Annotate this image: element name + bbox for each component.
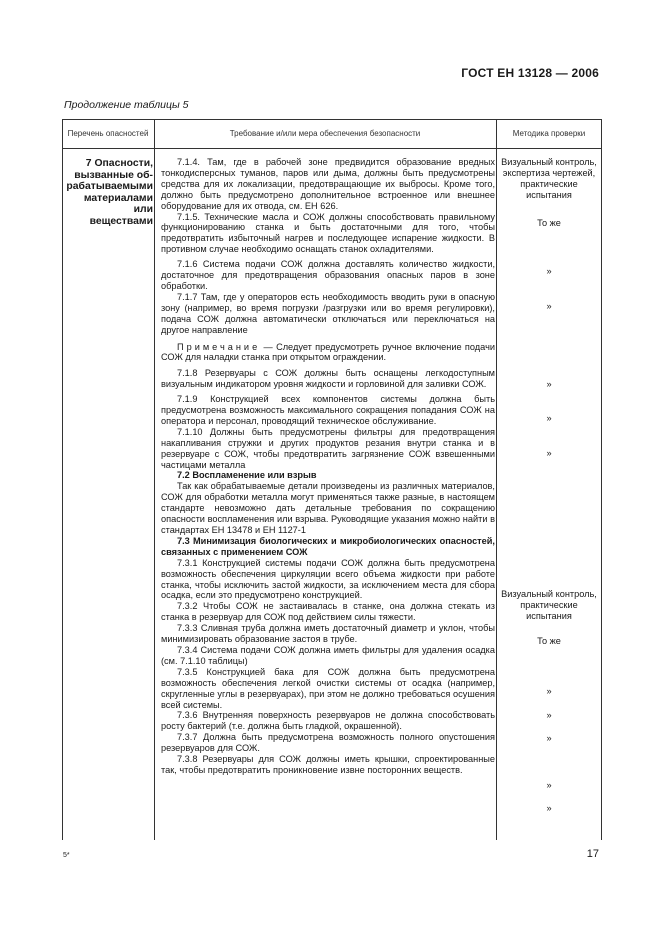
header-requirement: Требование и/или мера обеспечения безопасности bbox=[229, 129, 421, 138]
req-7-3-2: 7.3.2 Чтобы СОЖ не застаивалась в станке, она должна стекать из станка в резервуар для СОЖ под действием силы тяжести. bbox=[161, 601, 495, 623]
page-number: 17 bbox=[586, 848, 599, 860]
req-7-1-9: 7.1.9 Конструкцией всех компонентов системы должна быть предусмотрена возможность максимального сокращения попадания СОЖ на оператора и персонал, проводящий техническое обслуживание. bbox=[161, 394, 495, 426]
verification-ditto: » bbox=[546, 301, 552, 311]
req-7-1-5: 7.1.5. Технические масла и СОЖ должны способствовать правильному функционированию станка и быть достаточными для того, чтобы предотвратить избыточный нагрев и последующее испарение жидкости. В противном случае необходимо оснащать станок охладителями. bbox=[161, 211, 495, 255]
header-verification: Методика проверки bbox=[512, 129, 586, 138]
req-7-1-7: 7.1.7 Там, где у операторов есть необходимость вводить руки в опасную зону (например, во время погрузки /разгрузки или во время регулировки), подача СОЖ должна автоматически отключаться или переключаться на другое направление bbox=[161, 291, 495, 335]
verification-ditto: » bbox=[546, 266, 552, 276]
hazard-line: рабатываемыми bbox=[66, 181, 153, 193]
req-7-3-5: 7.3.5 Конструкцией бака для СОЖ должна быть предусмотрена возможность обеспечения легкой очистки системы от осадка (например, скругленные углы в резервуарах), при этом не должно требоваться осушения всей системы. bbox=[161, 666, 495, 710]
verification-visual-expert: Визуальный контроль, экспертиза чертежей, практические испытания bbox=[501, 157, 597, 200]
hazard-line: вызванные об- bbox=[74, 169, 153, 181]
verification-ditto: » bbox=[546, 413, 552, 423]
req-7-1-4: 7.1.4. Там, где в рабочей зоне предвидится образование вредных тонкодисперсных туманов, паров или дыма, должны быть предусмотрены средства для их локализации, предотвращающие их выбросы. Кроме того, должно быть предусмотрено дополнительное встроенное или внешнее оборудование для их отвода, см. ЕН 626. bbox=[161, 157, 495, 211]
verification-ditto: » bbox=[546, 379, 552, 389]
verification-ditto: » bbox=[546, 686, 552, 696]
verification-ditto: » bbox=[546, 710, 552, 720]
note-label: Примечание bbox=[177, 341, 261, 352]
table-continuation-caption: Продолжение таблицы 5 bbox=[64, 99, 189, 111]
verification-ditto: » bbox=[546, 448, 552, 458]
verification-ditto: » bbox=[546, 733, 552, 743]
verification-same: То же bbox=[537, 218, 561, 228]
req-7-1-8: 7.1.8 Резервуары с СОЖ должны быть оснащены легкодоступным визуальным индикатором уровня жидкости и горловиной для заливки СОЖ. bbox=[161, 368, 495, 390]
req-7-3-7: 7.3.7 Должна быть предусмотрена возможность полного опустошения резервуаров для СОЖ. bbox=[161, 732, 495, 754]
note-text: — Следует предусмотреть ручное включение подачи СОЖ для наладки станка при открытом ограждении. bbox=[161, 341, 495, 363]
req-7-3-4: 7.3.4 Система подачи СОЖ должна иметь фильтры для удаления осадка (см. 7.1.10 таблицы) bbox=[161, 644, 495, 666]
req-7-1-10: 7.1.10 Должны быть предусмотрены фильтры для предотвращения накапливания стружки и других продуктов резания внутри станка и в резервуаре с СОЖ, чтобы предотвратить загрязнение СОЖ взвешенными частицами металла bbox=[161, 426, 495, 470]
note bbox=[161, 342, 495, 364]
req-7-3-8: 7.3.8 Резервуары для СОЖ должны иметь крышки, спроектированные так, чтобы предотвратить проникновение извне посторонних веществ. bbox=[161, 754, 495, 775]
requirements-cell bbox=[161, 157, 495, 776]
hazard-line: 7 Опасности, bbox=[85, 158, 153, 169]
verification-visual-practical: Визуальный контроль, практические испытания bbox=[501, 589, 597, 621]
section-7-3-title: 7.3 Минимизация биологических и микробиологических опасностей, связанных с применением СОЖ bbox=[161, 535, 495, 557]
req-7-1-6: 7.1.6 Система подачи СОЖ должна доставлять количество жидкости, достаточное для предотвращения образования опасных паров в зоне обработки. bbox=[161, 259, 495, 291]
verification-same: То же bbox=[537, 636, 561, 646]
verification-ditto: » bbox=[546, 780, 552, 790]
section-7-2-text: Так как обрабатываемые детали произведены из различных материалов, СОЖ для обработки металла могут применяться также разные, в настоящем стандарте невозможно дать детальные требования по сокращению опасности воспламенения или взрыва. Руководящие указания можно найти в стандартах ЕН 13478 и ЕН 1127-1 bbox=[161, 481, 495, 535]
req-7-3-1: 7.3.1 Конструкцией системы подачи СОЖ должна быть предусмотрена возможность обеспечения циркуляции всего объема жидкости при работе станка, чтобы исключить застой жидкости, за исключением места для сбора осадка, если это предусмотрено конструкцией. bbox=[161, 557, 495, 601]
hazard-line: веществами bbox=[89, 215, 153, 227]
footer-sheet-mark: 5* bbox=[63, 852, 70, 859]
section-7-2-title: 7.2 Воспламенение или взрыв bbox=[177, 470, 317, 481]
hazard-line: материалами или bbox=[83, 192, 153, 216]
hazard-cell bbox=[63, 158, 153, 228]
req-7-3-3: 7.3.3 Сливная труба должна иметь достаточный диаметр и уклон, чтобы минимизировать образование застоя в трубе. bbox=[161, 623, 495, 645]
requirements-table bbox=[62, 119, 602, 840]
standard-header: ГОСТ ЕН 13128 — 2006 bbox=[461, 66, 599, 80]
header-hazard-list: Перечень опасностей bbox=[67, 129, 149, 138]
req-7-3-6: 7.3.6 Внутренняя поверхность резервуаров не должна способствовать росту бактерий (т.е. должна быть гладкой, окрашенной). bbox=[161, 710, 495, 732]
verification-ditto: » bbox=[546, 803, 552, 813]
